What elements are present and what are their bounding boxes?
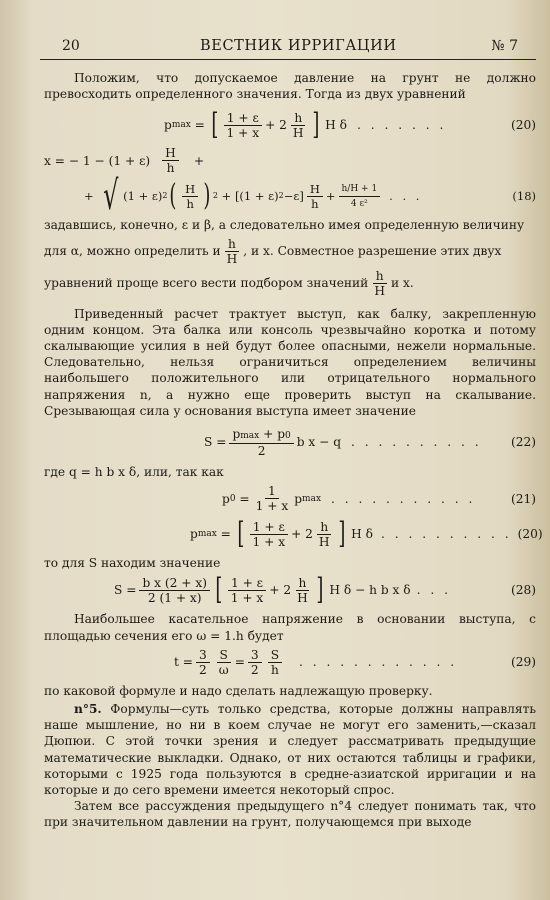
equation-18-line-1: x = − 1 − (1 + ε) $\frac{H}{h}$ + [44,146,205,176]
running-header [62,38,532,58]
equation-number: (18) [512,189,536,204]
equation-20-repeat: p max = [ $\frac{1 + \varepsilon}{1 + x}$ + 2 $\frac{h}{H}$ ] H δ . . . . . . . . . . (20) [190,516,543,552]
equation-number: (22) [510,435,536,450]
inline-formula-line: для α, можно определить и $\frac{h}{H}$ , и x. Совместное разрешение этих двух [44,236,502,266]
body [44,70,543,831]
equation-number: (20) [510,118,536,133]
paragraph: Приведенный расчет трактует выступ, как балку, закрепленную одним концом. Эта балка или консоль чрезвычайно коротка и потому скалывающие усилия в ней будут более опасными, нежели нормальные. Следовательно, нельзя ограничиться определением величины наибольшего положительного или отрицательного нормального напряжения n, а нужно еще проверить выступ на скалывание. Срезывающая сила у основания выступа имеет значение [44,306,536,418]
equation-number: (28) [510,583,536,598]
section-marker: n°5. [74,702,102,717]
journal-title: ВЕСТНИК ИРРИГАЦИИ [200,38,397,54]
equation-number: (29) [510,655,536,670]
paragraph: задавшись, конечно, ε и β, а следовательно имея определенную величину [44,218,525,233]
paragraph: то для S находим значение [44,556,221,571]
inline-formula-line: уравнений проще всего вести подбором значений $\frac{h}{H}$ и x. [44,268,414,298]
paragraph: по каковой формуле и надо сделать надлежащую проверку. [44,683,433,698]
paragraph: Наибольшее касательное напряжение в основании выступа, с площадью сечения его ω = 1.h будет [44,612,536,643]
paragraph: n°5. Формулы—суть только средства, которые должны направлять наше мышление, но ни в коем случае не могут его заменить,—сказал Дюпюи. С этой точки зрения и следует рассматривать предыдущие математические выкладки. Однако, от них остаются таблицы и графики, которыми с 1925 года пользуются в средне-азиатской ирригации и на которые и до сего времени имеется некоторый спрос. [44,702,536,798]
paragraph: где q = h b x δ, или, так как [44,465,224,480]
equation-29: t = $\frac{3}{2}$ $\frac{S}{\omega}$ = $\frac{3}{2}$ $\frac{S}{h}$ . . . . . . . . . . . . (29) [174,647,536,677]
header-rule [40,59,536,60]
equation-number: (20) [517,527,543,542]
equation-28: S = $\frac{\text{b x (2 + x)}}{2 (1 + x)}$ [ $\frac{1 + \varepsilon}{1 + x}$ + 2 $\frac{h}{H}$ ] H δ − h b x δ . . . (28) [114,572,536,608]
issue-number: № 7 [491,38,518,54]
equation-18-line-2: + √ (1 + ε) 2 ( $\frac{H}{h}$ ) 2 + [(1 + ε) 2 −ε] $\frac{H}{h}$ + $\frac{h/H + 1}{\text{4 ε²}}$ . . . (18) [84,173,536,220]
page-number: 20 [62,38,80,54]
paragraph: Затем все рассуждения предыдущего n°4 следует понимать так, что при значительном давлении на грунт, получающемся при выходе [44,799,536,830]
equation-20: p max = [ $\frac{1 + \varepsilon}{1 + x}$ + 2 $\frac{h}{H}$ ] H δ . . . . . . . (20) [164,107,536,143]
equation-22: S = $\frac{pmax + p0}{2}$ b x − q . . . . . . . . . . (22) [204,427,536,459]
equation-21: p 0 = $\frac{1}{1 + x}$ p max . . . . . . . . . . . (21) [222,484,536,514]
paragraph: Положим, что допускаемое давление на грунт не должно превосходить определенного значения. Тогда из двух уравнений [44,71,536,102]
equation-number: (21) [510,491,536,506]
